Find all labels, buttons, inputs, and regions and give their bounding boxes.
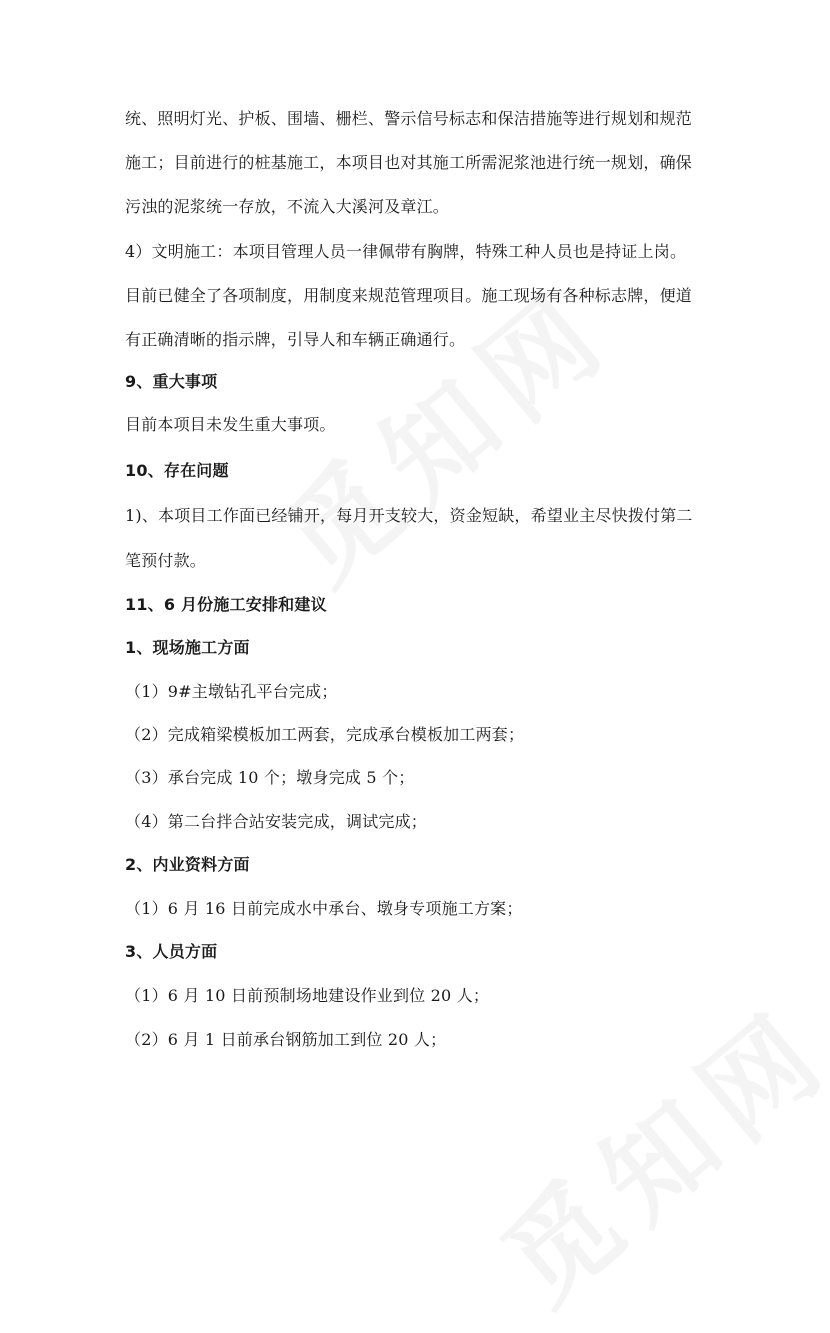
- section-heading: 1、现场施工方面: [125, 638, 250, 657]
- section-heading: 9、重大事项: [125, 372, 218, 391]
- paragraph-line: （3）承台完成 10 个；墩身完成 5 个；: [125, 768, 415, 787]
- paragraph-line: （2）6 月 1 日前承台钢筋加工到位 20 人；: [125, 1030, 447, 1049]
- paragraph-line: 污浊的泥浆统一存放，不流入大溪河及章江。: [125, 197, 450, 216]
- paragraph-line: 统、照明灯光、护板、围墙、栅栏、警示信号标志和保洁措施等进行规划和规范: [125, 109, 693, 128]
- paragraph-line: （1）6 月 10 日前预制场地建设作业到位 20 人；: [125, 986, 490, 1005]
- paragraph-line: 4）文明施工：本项目管理人员一律佩带有胸牌，特殊工种人员也是持证上岗。: [125, 242, 687, 261]
- paragraph-line: （1）6 月 16 日前完成水中承台、墩身专项施工方案；: [125, 899, 523, 918]
- paragraph-line: 施工；目前进行的桩基施工，本项目也对其施工所需泥浆池进行统一规划，确保: [125, 153, 693, 172]
- paragraph-line: 1)、本项目工作面已经铺开，每月开支较大，资金短缺，希望业主尽快拨付第二: [125, 506, 693, 525]
- section-heading: 3、人员方面: [125, 942, 218, 961]
- paragraph-line: 目前已健全了各项制度，用制度来规范管理项目。施工现场有各种标志牌，便道: [125, 286, 693, 305]
- paragraph-line: 有正确清晰的指示牌，引导人和车辆正确通行。: [125, 330, 466, 349]
- paragraph-line: （4）第二台拌合站安装完成，调试完成；: [125, 812, 427, 831]
- paragraph-line: （1）9#主墩钻孔平台完成；: [125, 682, 338, 701]
- section-heading: 2、内业资料方面: [125, 855, 250, 874]
- paragraph-line: （2）完成箱梁模板加工两套，完成承台模板加工两套；: [125, 725, 525, 744]
- paragraph-line: 笔预付款。: [125, 551, 207, 570]
- watermark-text: [464, 965, 830, 1333]
- paragraph-line: 目前本项目未发生重大事项。: [125, 415, 336, 434]
- section-heading: 11、6 月份施工安排和建议: [125, 595, 327, 614]
- section-heading: 10、存在问题: [125, 461, 229, 480]
